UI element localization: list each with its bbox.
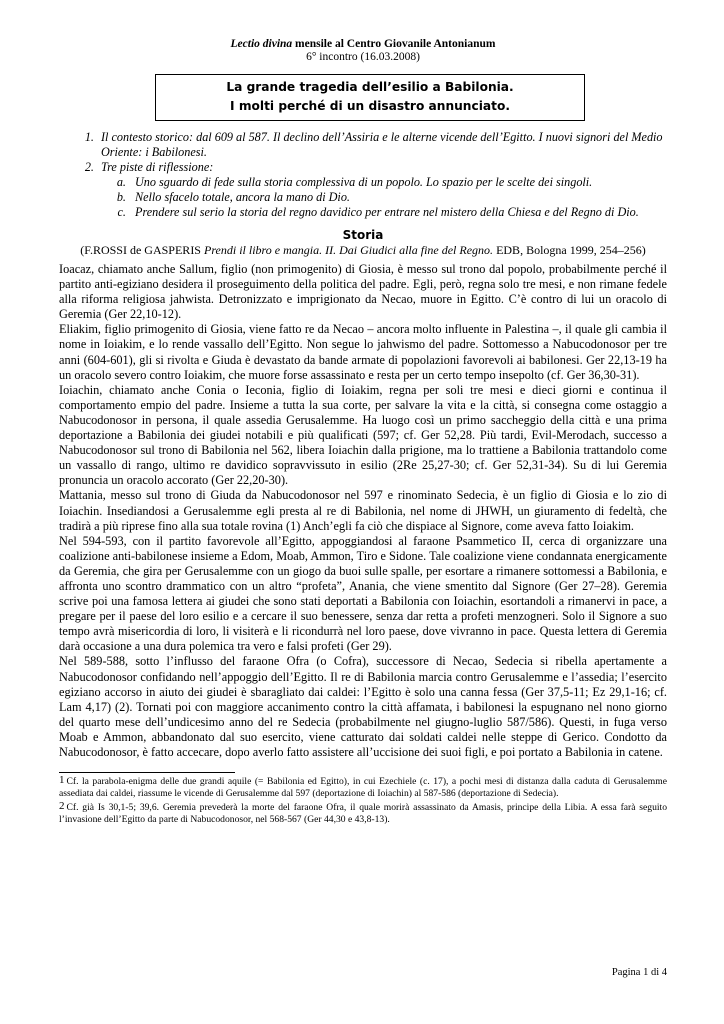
outline-list [59, 130, 667, 220]
outline-item-1: 1. Il contesto storico: dal 609 al 587. Il declino dell’Assiria e le alterne vicende dell’Egitto. I nuovi signori del Medio Oriente: i Babilonesi. [97, 130, 667, 160]
title-line-1: La grande tragedia dell’esilio a Babilonia. [226, 80, 514, 94]
outline-sublist [101, 175, 667, 220]
body-text [59, 262, 667, 760]
outline-item-2: 2. Tre piste di riflessione: a. Uno sguardo di fede sulla storia complessiva di un popolo. Lo spazio per le scelte dei singoli. b. Nello sfacelo totale, ancora la mano di Dio. c. Prendere sul serio la storia del regno davidico per entrare nel mistero della Chiesa e del Regno di Dio. [97, 160, 667, 220]
header-date: 6° incontro (16.03.2008) [306, 51, 420, 63]
footnote-1: $^1$ Cf. la parabola-enigma delle due grandi aquile (= Babilonia ed Egitto), in cui Ezechiele (c. 17), a pochi mesi di distanza dalla caduta di Gerusalemme assediata dai caldei, riassume le vicende di Gerusalemme dal 597 (deportazione di Ioiachin) al 587-586 (deportazione di Sedecia). [59, 774, 667, 799]
paragraph-eliakim: Eliakim, figlio primogenito di Giosia, viene fatto re da Necao – ancora molto influente in Palestina –, il quale gli cambia il nome in Ioiakim, e lo rende vassallo dell’Egitto. Non segue lo jahwismo del padre. Sottomesso a Nabucodonosor per tre anni (604-601), gli si rivolta e Giuda è devastato da bande armate di popolazioni favorevoli ai babilonesi. Ger 22,13-19 ha un oracolo severo contro Ioiakim, che muore forse assassinato e resta per un certo tempo insepolto (cf. Ger 36,30-31). [59, 322, 667, 382]
outline-subitem-c: c. Prendere sul serio la storia del regno davidico per entrare nel mistero della Chiesa e del Regno di Dio. [129, 205, 667, 220]
header [59, 38, 667, 64]
section-title: Storia [342, 228, 384, 242]
paragraph-594: Nel 594-593, con il partito favorevole all’Egitto, appoggiandosi al faraone Psammetico II, cerca di organizzare una coalizione anti-babilonese insieme a Edom, Moab, Ammon, Tiro e Sidone. Tale coalizione viene condannata energicamente da Geremia, che gira per Gerusalemme con un giogo da buoi sulle spalle, per esortare a rimanere sottomessi a Babilonia, e affronta uno scontro drammatico con un altro “profeta”, Anania, che viene smentito dal Signore (Ger 27–28). Geremia scrive poi una famosa lettera ai giudei che sono stati deportati a Babilonia con Ioiachin, esortandoli a rimanervi in pace, a pregare per il paese del loro esilio e a cercare il suo benessere, senza dar retta a profeti menzogneri. Solo il Signore a suo tempo avrà misericordia di loro, li visiterà e li ricondurrà nel loro paese, dove vivranno in pace. Questa lettera di Geremia darà occasione a una dura polemica tra vero e falsi profeti (Ger 29). [59, 533, 667, 654]
document-page [59, 38, 667, 825]
paragraph-ioacaz: Ioacaz, chiamato anche Sallum, figlio (non primogenito) di Giosia, è messo sul trono dal popolo, probabilmente perché il partito anti-egiziano desidera il proseguimento della politica del padre. Egli, però, regna solo tre mesi, e non rimane fedele alla riforma religiosa jahwista. Detronizzato e imprigionato da Necao, muore in Egitto. C’è contro di lui un oracolo di Geremia (Ger 22,10-12). [59, 262, 667, 322]
header-center: mensile al Centro Giovanile Antonianum [292, 38, 496, 50]
page-number: Pagina 1 di 4 [611, 967, 667, 978]
outline-subitem-b: b. Nello sfacelo totale, ancora la mano di Dio. [129, 190, 667, 205]
paragraph-mattania: Mattania, messo sul trono di Giuda da Nabucodonosor nel 597 e rinominato Sedecia, è un figlio di Giosia e lo zio di Ioiachin. Insediandosi a Gerusalemme egli presta al re di Babilonia, nel nome di JHWH, un giuramento di fedeltà, che tradirà a più riprese fino alla sua totale rovina (1) Anch’egli fa ciò che dispiace al Signore, come aveva fatto Ioiakim. [59, 488, 667, 533]
header-line-1 [59, 38, 667, 51]
footnote-separator [59, 772, 235, 773]
title-box [155, 74, 585, 121]
paragraph-589: Nel 589-588, sotto l’influsso del faraone Ofra (o Cofra), successore di Necao, Sedecia si ribella apertamente a Nabucodonosor confidando nell’appoggio dell’Egitto. Il re di Babilonia marcia contro Gerusalemme e l’assedia; l’esercito egiziano accorso in aiuto dei giudei è sbaragliato dai caldei: l’Egitto è solo una canna fessa (Ger 37,5-11; Ez 29,1-16; cf. Lam 4,17) (2). Tornati poi con maggiore accanimento contro la città affamata, i babilonesi la espugnano nel nono giorno del quarto mese dell’undicesimo anno del re Sedecia (probabilmente nel giugno-luglio 587/586). Questi, in fuga verso Moab e Ammon, abbandonato dal suo esercito, viene catturato dai soldati caldei nelle steppe di Gerico. Condotto da Nabucodonosor, è fatto accecare, dopo averlo fatto assistere all’uccisione dei suoi figli, e poi portato a Babilonia in catene. [59, 654, 667, 759]
section-citation: (F.ROSSI de GASPERIS Prendi il libro e mangia. II. Dai Giudici alla fine del Regno. EDB, Bologna 1999, 254–256) [80, 243, 646, 257]
footnote-2: $^2$ Cf. già Is 30,1-5; 39,6. Geremia prevederà la morte del faraone Ofra, il quale morirà assassinato da Amasis, principe della Libia. A essa farà seguito l’invasione dell’Egitto da parte di Nabucodonosor, nel 568-567 (Ger 44,30 e 43,8-13). [59, 800, 667, 825]
header-lectio: Lectio divina [230, 38, 293, 50]
outline-subitem-a: a. Uno sguardo di fede sulla storia complessiva di un popolo. Lo spazio per le scelte dei singoli. [129, 175, 667, 190]
paragraph-ioiachin: Ioiachin, chiamato anche Conia o Ieconia, figlio di Ioiakim, regna per soli tre mesi e dieci giorni e continua il comportamento empio del padre. Insieme a tutta la sua corte, per salvare la vita e la città, si consegna come ostaggio a Nabucodonosor in persona, il quale assedia Gerusalemme. Ha luogo così un primo saccheggio della città e una prima deportazione a Babilonia dei giudei notabili e più qualificati (597; cf. Ger 52,28. Più tardi, Evil-Merodach, successo a Nabucodonosor sul trono di Babilonia nel 562, libera Ioiachin dalla prigione, ma lo trattiene a Babilonia trattandolo come un vassallo di rango, ultimo re davidico sopravvissuto in esilio (2Re 25,27-30; cf. Ger 52,31-34). Su di lui Geremia pronuncia un oracolo accorato (Ger 22,20-30). [59, 382, 667, 488]
title-line-2: I molti perché di un disastro annunciato. [230, 99, 510, 113]
